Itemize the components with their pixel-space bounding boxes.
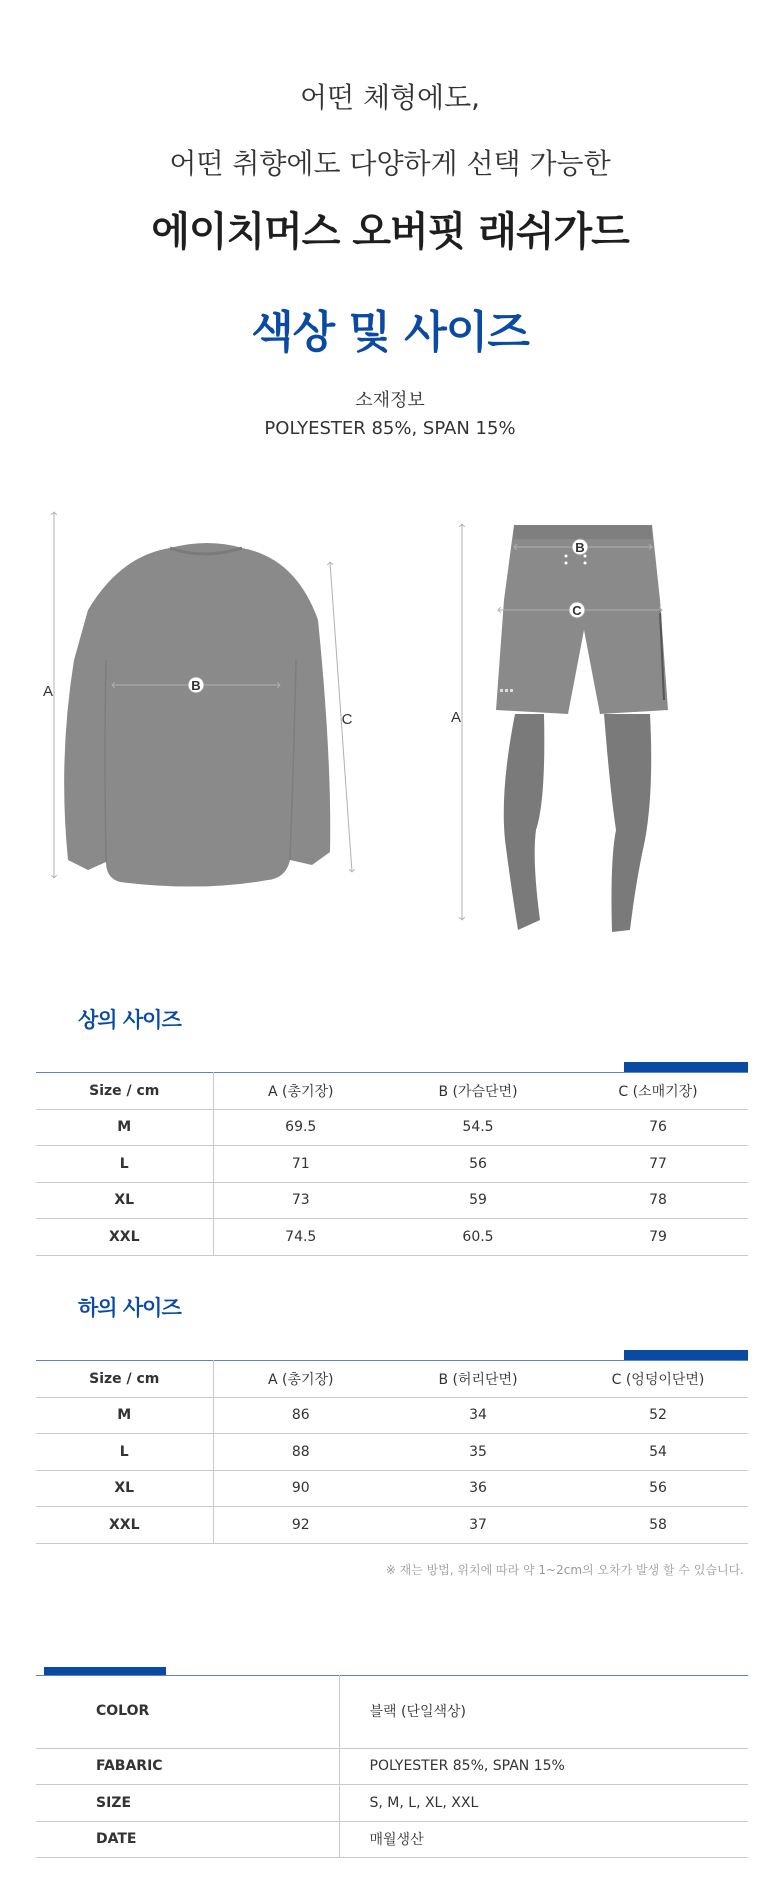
bottom-garment-image xyxy=(496,525,668,932)
value-cell: 74.5 xyxy=(213,1219,388,1256)
info-key: FABARIC xyxy=(36,1748,339,1785)
value-cell: 77 xyxy=(568,1146,748,1183)
info-row xyxy=(36,1675,748,1748)
size-cell: L xyxy=(36,1434,213,1471)
header-a: A (총기장) xyxy=(213,1361,388,1398)
value-cell: 76 xyxy=(568,1109,748,1146)
top-garment-image xyxy=(64,543,330,887)
section-title: 색상 및 사이즈 xyxy=(251,307,529,358)
bottom-label-c: C xyxy=(572,603,582,618)
info-row xyxy=(36,1748,748,1785)
info-value: S, M, L, XL, XXL xyxy=(339,1785,748,1822)
value-cell: 56 xyxy=(388,1146,568,1183)
bottom-size-accent-bar xyxy=(624,1350,748,1360)
value-cell: 88 xyxy=(213,1434,388,1471)
value-cell: 35 xyxy=(388,1434,568,1471)
bottom-label-a: A xyxy=(450,709,462,726)
top-label-c: C xyxy=(341,711,353,728)
material-value: POLYESTER 85%, SPAN 15% xyxy=(264,418,516,439)
bottom-size-table xyxy=(36,1360,748,1544)
table-row xyxy=(36,1146,748,1183)
size-cell: XL xyxy=(36,1470,213,1507)
value-cell: 78 xyxy=(568,1182,748,1219)
value-cell: 73 xyxy=(213,1182,388,1219)
header-c: C (소매기장) xyxy=(568,1073,748,1110)
table-row xyxy=(36,1434,748,1471)
bottom-size-title: 하의 사이즈 xyxy=(78,1296,181,1320)
value-cell: 36 xyxy=(388,1470,568,1507)
top-label-b: B xyxy=(191,678,201,693)
value-cell: 79 xyxy=(568,1219,748,1256)
header-b: B (허리단면) xyxy=(388,1361,568,1398)
table-header-row xyxy=(36,1073,748,1110)
intro-line-2: 어떤 취향에도 다양하게 선택 가능한 xyxy=(169,147,611,180)
size-cell: XXL xyxy=(36,1507,213,1544)
material-label: 소재정보 xyxy=(355,390,425,411)
value-cell: 37 xyxy=(388,1507,568,1544)
size-cell: M xyxy=(36,1397,213,1434)
value-cell: 56 xyxy=(568,1470,748,1507)
info-row xyxy=(36,1821,748,1858)
intro-line-1: 어떤 체형에도, xyxy=(299,81,481,114)
value-cell: 60.5 xyxy=(388,1219,568,1256)
value-cell: 69.5 xyxy=(213,1109,388,1146)
info-value: POLYESTER 85%, SPAN 15% xyxy=(339,1748,748,1785)
info-key: DATE xyxy=(36,1821,339,1858)
value-cell: 86 xyxy=(213,1397,388,1434)
size-cell: M xyxy=(36,1109,213,1146)
info-key: COLOR xyxy=(36,1675,339,1748)
table-header-row xyxy=(36,1361,748,1398)
product-name: 에이치머스 오버핏 래쉬가드 xyxy=(151,209,629,255)
table-row xyxy=(36,1507,748,1544)
value-cell: 34 xyxy=(388,1397,568,1434)
table-row xyxy=(36,1182,748,1219)
table-row xyxy=(36,1470,748,1507)
table-row xyxy=(36,1219,748,1256)
info-row xyxy=(36,1785,748,1822)
size-cell: XL xyxy=(36,1182,213,1219)
value-cell: 52 xyxy=(568,1397,748,1434)
value-cell: 58 xyxy=(568,1507,748,1544)
value-cell: 59 xyxy=(388,1182,568,1219)
info-key: SIZE xyxy=(36,1785,339,1822)
top-size-title: 상의 사이즈 xyxy=(78,1008,181,1032)
table-row xyxy=(36,1397,748,1434)
top-size-accent-bar xyxy=(624,1062,748,1072)
measurement-note: ※ 재는 방법, 위치에 따라 약 1~2cm의 오차가 발생 할 수 있습니다. xyxy=(385,1563,744,1577)
product-info-table xyxy=(36,1675,748,1858)
top-size-table xyxy=(36,1072,748,1256)
garment-size-illustration xyxy=(0,500,780,940)
table-row xyxy=(36,1109,748,1146)
value-cell: 54.5 xyxy=(388,1109,568,1146)
value-cell: 92 xyxy=(213,1507,388,1544)
header-a: A (총기장) xyxy=(213,1073,388,1110)
value-cell: 90 xyxy=(213,1470,388,1507)
header-c: C (엉덩이단면) xyxy=(568,1361,748,1398)
header-b: B (가슴단면) xyxy=(388,1073,568,1110)
top-label-a: A xyxy=(42,683,54,700)
size-cell: L xyxy=(36,1146,213,1183)
header-size: Size / cm xyxy=(36,1073,213,1110)
bottom-label-b: B xyxy=(575,540,585,555)
size-cell: XXL xyxy=(36,1219,213,1256)
header-size: Size / cm xyxy=(36,1361,213,1398)
info-value: 블랙 (단일색상) xyxy=(339,1675,748,1748)
value-cell: 54 xyxy=(568,1434,748,1471)
value-cell: 71 xyxy=(213,1146,388,1183)
info-value: 매월생산 xyxy=(339,1821,748,1858)
